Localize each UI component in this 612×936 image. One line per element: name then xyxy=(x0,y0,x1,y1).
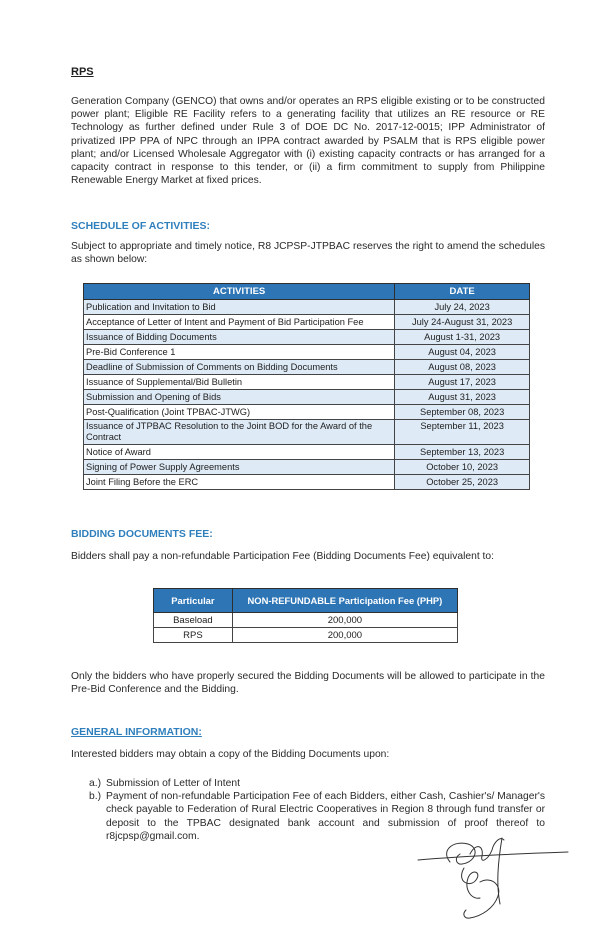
schedule-row xyxy=(84,330,530,345)
handwritten-signature xyxy=(410,832,570,922)
particular-cell: RPS xyxy=(154,628,233,643)
fee-note: Only the bidders who have properly secured the Bidding Documents will be allowed to participate in the Pre-Bid Conference and the Bidding. xyxy=(71,671,545,696)
schedule-row xyxy=(84,375,530,390)
fee-intro: Bidders shall pay a non-refundable Participation Fee (Bidding Documents Fee) equivalent to: xyxy=(71,551,494,562)
fee-row xyxy=(154,628,458,643)
date-cell: September 08, 2023 xyxy=(395,405,530,420)
fee-cell: 200,000 xyxy=(232,628,457,643)
schedule-row xyxy=(84,315,530,330)
activity-cell: Deadline of Submission of Comments on Bidding Documents xyxy=(84,360,395,375)
date-cell: September 11, 2023 xyxy=(395,420,530,445)
date-cell: October 10, 2023 xyxy=(395,460,530,475)
fee-row xyxy=(154,613,458,628)
date-cell: August 31, 2023 xyxy=(395,390,530,405)
activity-cell: Submission and Opening of Bids xyxy=(84,390,395,405)
general-heading: GENERAL INFORMATION: xyxy=(71,726,202,738)
schedule-row xyxy=(84,405,530,420)
particular-cell: Baseload xyxy=(154,613,233,628)
list-item xyxy=(89,777,545,790)
activities-column-header: ACTIVITIES xyxy=(84,284,395,300)
list-item-label: b.) xyxy=(89,791,102,803)
fee-table xyxy=(153,588,458,643)
date-cell: August 04, 2023 xyxy=(395,345,530,360)
date-cell: July 24-August 31, 2023 xyxy=(395,315,530,330)
activity-cell: Issuance of JTPBAC Resolution to the Joint BOD for the Award of the Contract xyxy=(84,420,395,445)
schedule-heading: SCHEDULE OF ACTIVITIES: xyxy=(71,220,211,232)
schedule-row xyxy=(84,445,530,460)
schedule-row xyxy=(84,360,530,375)
date-cell: July 24, 2023 xyxy=(395,300,530,315)
date-column-header: DATE xyxy=(395,284,530,300)
date-cell: October 25, 2023 xyxy=(395,475,530,490)
fee-header-row xyxy=(154,589,458,613)
activity-cell: Signing of Power Supply Agreements xyxy=(84,460,395,475)
date-cell: September 13, 2023 xyxy=(395,445,530,460)
date-cell: August 1-31, 2023 xyxy=(395,330,530,345)
schedule-row xyxy=(84,345,530,360)
fee-column-header: NON-REFUNDABLE Participation Fee (PHP) xyxy=(232,589,457,613)
activity-cell: Pre-Bid Conference 1 xyxy=(84,345,395,360)
fee-cell: 200,000 xyxy=(232,613,457,628)
list-item-label: a.) xyxy=(89,778,102,789)
schedule-row xyxy=(84,300,530,315)
activity-cell: Joint Filing Before the ERC xyxy=(84,475,395,490)
schedule-header-row xyxy=(84,284,530,300)
fee-heading: BIDDING DOCUMENTS FEE: xyxy=(71,528,213,540)
schedule-row xyxy=(84,420,530,445)
activity-cell: Issuance of Bidding Documents xyxy=(84,330,395,345)
date-cell: August 08, 2023 xyxy=(395,360,530,375)
general-intro: Interested bidders may obtain a copy of the Bidding Documents upon: xyxy=(71,749,390,760)
rps-heading: RPS xyxy=(71,66,94,78)
schedule-intro: Subject to appropriate and timely notice, R8 JCPSP-JTPBAC reserves the right to amend the schedules as shown below: xyxy=(71,241,545,266)
activity-cell: Acceptance of Letter of Intent and Payment of Bid Participation Fee xyxy=(84,315,395,330)
rps-paragraph: Generation Company (GENCO) that owns and/or operates an RPS eligible existing or to be constructed power plant; Eligible RE Facility refers to a generating facility that utilizes an RE resource or RE Technology as further defined under Rule 3 of DOE DC No. 2017-12-0015; IPP Administrator of privatized IPP PPA of NPC through an IPPA contract awarded by PSALM that is RPS eligible power plant; and/or Licensed Wholesale Aggregator with (i) existing capacity contracts or has arranged for a capacity contract in response to this tender, or (ii) a firm commitment to supply from Philippine Renewable Energy Market at fixed prices. xyxy=(71,96,545,187)
schedule-table xyxy=(83,283,530,490)
schedule-row xyxy=(84,390,530,405)
activity-cell: Post-Qualification (Joint TPBAC-JTWG) xyxy=(84,405,395,420)
list-item-text: Payment of non-refundable Participation Fee of each Bidders, either Cash, Cashier's/ Manager's check payable to Federation of Rural Electric Cooperatives in Region 8 through fund transfer or deposit to the TPBAC designated bank account and submission of proof thereof to r8jcpsp@gmail.com. xyxy=(106,791,545,842)
schedule-row xyxy=(84,475,530,490)
list-item-text: Submission of Letter of Intent xyxy=(106,778,240,789)
activity-cell: Publication and Invitation to Bid xyxy=(84,300,395,315)
schedule-row xyxy=(84,460,530,475)
date-cell: August 17, 2023 xyxy=(395,375,530,390)
particular-column-header: Particular xyxy=(154,589,233,613)
activity-cell: Issuance of Supplemental/Bid Bulletin xyxy=(84,375,395,390)
activity-cell: Notice of Award xyxy=(84,445,395,460)
